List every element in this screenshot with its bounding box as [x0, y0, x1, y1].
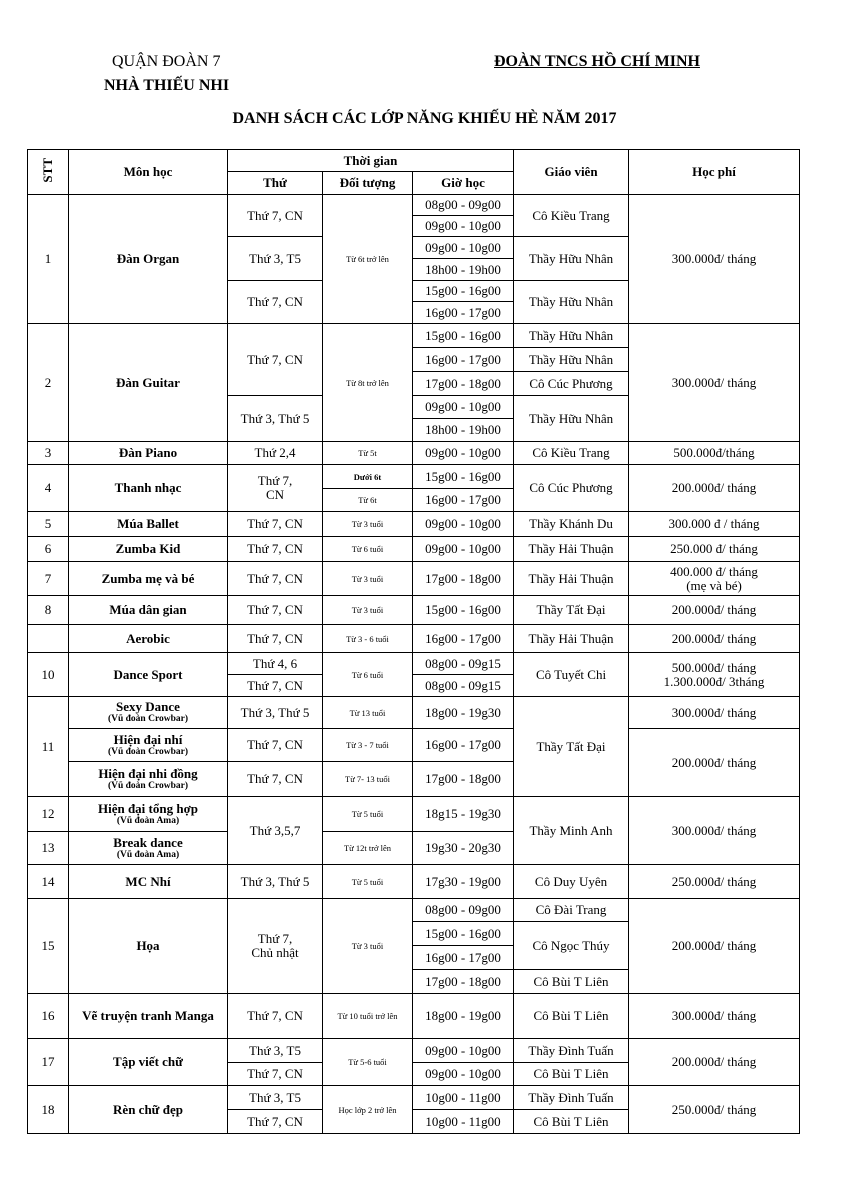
table-row — [28, 562, 800, 596]
subject-cell: Aerobic — [69, 625, 228, 653]
table-row — [28, 1039, 800, 1063]
table-row — [28, 537, 800, 562]
org-union: ĐOÀN TNCS HỒ CHÍ MINH — [494, 53, 700, 70]
table-row — [28, 899, 800, 922]
day-cell: Thứ 3, Thứ 5 — [228, 697, 323, 729]
col-teacher: Giáo viên — [514, 150, 629, 195]
fee-cell: 500.000đ/tháng — [629, 442, 800, 465]
hours-cell: 15g00 - 16g00 — [413, 596, 514, 625]
subject-cell: Rèn chữ đẹp — [69, 1086, 228, 1134]
subject-cell: Tập viết chữ — [69, 1039, 228, 1086]
col-audience: Đối tượng — [323, 172, 413, 195]
teacher-cell: Thầy Hải Thuận — [514, 562, 629, 596]
hours-cell: 17g00 - 18g00 — [413, 562, 514, 596]
table-row — [28, 865, 800, 899]
audience-cell: Từ 13 tuổi — [323, 697, 413, 729]
fee-cell: 300.000đ/ tháng — [629, 994, 800, 1039]
subject-cell: Thanh nhạc — [69, 465, 228, 512]
stt-cell: 8 — [28, 596, 69, 625]
subject-cell: Zumba Kid — [69, 537, 228, 562]
day-cell: Thứ 3,5,7 — [228, 797, 323, 865]
org-name: QUẬN ĐOÀN 7 — [112, 53, 221, 70]
day-cell: Thứ 7, CN — [228, 324, 323, 396]
fee-cell: 300.000đ/ tháng — [629, 797, 800, 865]
audience-cell: Từ 6 tuổi — [323, 537, 413, 562]
teacher-cell: Thầy Hữu Nhân — [514, 281, 629, 324]
fee-cell: 250.000đ/ tháng — [629, 865, 800, 899]
subject-cell: Dance Sport — [69, 653, 228, 697]
org-subname: NHÀ THIẾU NHI — [104, 77, 230, 94]
table-row — [28, 465, 800, 489]
table-row — [28, 512, 800, 537]
teacher-cell: Thầy Đình Tuấn — [514, 1086, 629, 1110]
day-cell: Thứ 7, CN — [228, 281, 323, 324]
stt-cell: 4 — [28, 465, 69, 512]
subject-cell: Đàn Organ — [69, 195, 228, 324]
day-cell: Thứ 3, Thứ 5 — [228, 396, 323, 442]
fee-cell: 200.000đ/ tháng — [629, 596, 800, 625]
stt-cell: 12 — [28, 797, 69, 832]
subject-cell: Break dance (Vũ đoàn Ama) — [69, 832, 228, 865]
subject-cell: Vẽ truyện tranh Manga — [69, 994, 228, 1039]
fee-cell: 300.000đ/ tháng — [629, 697, 800, 729]
stt-cell: 5 — [28, 512, 69, 537]
day-cell: Thứ 7, Chủ nhật — [228, 899, 323, 994]
hours-cell: 16g00 - 17g00 — [413, 348, 514, 372]
table-row — [28, 1086, 800, 1110]
table-row — [28, 324, 800, 348]
hours-cell: 09g00 - 10g00 — [413, 1063, 514, 1086]
table-row — [28, 653, 800, 675]
fee-cell: 250.000đ/ tháng — [629, 1086, 800, 1134]
class-table — [27, 149, 800, 1134]
audience-cell: Từ 5 tuổi — [323, 797, 413, 832]
hours-cell: 09g00 - 10g00 — [413, 1039, 514, 1063]
teacher-cell: Thầy Hữu Nhân — [514, 324, 629, 348]
subject-cell: Hiện đại nhí (Vũ đoàn Crowbar) — [69, 729, 228, 762]
audience-cell: Từ 3 - 6 tuổi — [323, 625, 413, 653]
day-cell: Thứ 3, T5 — [228, 1086, 323, 1110]
subject-cell: Múa Ballet — [69, 512, 228, 537]
col-day: Thứ — [228, 172, 323, 195]
audience-cell: Từ 8t trở lên — [323, 324, 413, 442]
hours-cell: 16g00 - 17g00 — [413, 625, 514, 653]
day-cell: Thứ 7, CN — [228, 537, 323, 562]
audience-cell: Từ 3 tuổi — [323, 899, 413, 994]
subject-cell: Hiện đại tổng hợp (Vũ đoàn Ama) — [69, 797, 228, 832]
fee-cell: 500.000đ/ tháng 1.300.000đ/ 3tháng — [629, 653, 800, 697]
teacher-cell: Thầy Hải Thuận — [514, 625, 629, 653]
day-cell: Thứ 7, CN — [228, 729, 323, 762]
hours-cell: 10g00 - 11g00 — [413, 1110, 514, 1134]
day-cell: Thứ 4, 6 — [228, 653, 323, 675]
day-cell: Thứ 7, CN — [228, 596, 323, 625]
subject-cell: Đàn Guitar — [69, 324, 228, 442]
stt-cell: 3 — [28, 442, 69, 465]
day-cell: Thứ 7, CN — [228, 675, 323, 697]
hours-cell: 17g00 - 18g00 — [413, 762, 514, 797]
subject-cell: MC Nhí — [69, 865, 228, 899]
teacher-cell: Cô Kiều Trang — [514, 442, 629, 465]
teacher-cell: Thầy Hữu Nhân — [514, 237, 629, 281]
audience-cell: Từ 3 tuổi — [323, 562, 413, 596]
day-cell: Thứ 7, CN — [228, 625, 323, 653]
table-row — [28, 797, 800, 832]
teacher-cell: Cô Cúc Phương — [514, 465, 629, 512]
audience-cell: Từ 7- 13 tuổi — [323, 762, 413, 797]
hours-cell: 19g30 - 20g30 — [413, 832, 514, 865]
day-cell: Thứ 3, Thứ 5 — [228, 865, 323, 899]
audience-cell: Từ 6 tuổi — [323, 653, 413, 697]
hours-cell: 17g30 - 19g00 — [413, 865, 514, 899]
table-row — [28, 994, 800, 1039]
day-cell: Thứ 7, CN — [228, 195, 323, 237]
hours-cell: 09g00 - 10g00 — [413, 442, 514, 465]
stt-cell — [28, 625, 69, 653]
hours-cell: 15g00 - 16g00 — [413, 281, 514, 302]
teacher-cell: Cô Bùi T Liên — [514, 1063, 629, 1086]
hours-cell: 08g00 - 09g15 — [413, 653, 514, 675]
audience-cell: Từ 12t trở lên — [323, 832, 413, 865]
audience-cell: Từ 5-6 tuổi — [323, 1039, 413, 1086]
hours-cell: 18g15 - 19g30 — [413, 797, 514, 832]
hours-cell: 09g00 - 10g00 — [413, 216, 514, 237]
audience-cell: Dưới 6t — [323, 465, 413, 489]
stt-cell: 1 — [28, 195, 69, 324]
day-cell: Thứ 3, T5 — [228, 1039, 323, 1063]
audience-cell: Từ 5 tuổi — [323, 865, 413, 899]
day-cell: Thứ 7, CN — [228, 994, 323, 1039]
day-cell: Thứ 7, CN — [228, 465, 323, 512]
stt-cell: 16 — [28, 994, 69, 1039]
teacher-cell: Cô Duy Uyên — [514, 865, 629, 899]
fee-cell: 200.000đ/ tháng — [629, 729, 800, 797]
audience-cell: Từ 5t — [323, 442, 413, 465]
teacher-cell: Thầy Hữu Nhân — [514, 348, 629, 372]
hours-cell: 09g00 - 10g00 — [413, 396, 514, 419]
subject-cell: Sexy Dance (Vũ đoàn Crowbar) — [69, 697, 228, 729]
audience-cell: Từ 10 tuổi trở lên — [323, 994, 413, 1039]
fee-cell: 200.000đ/ tháng — [629, 1039, 800, 1086]
fee-cell: 300.000đ/ tháng — [629, 195, 800, 324]
table-row — [28, 625, 800, 653]
stt-cell: 10 — [28, 653, 69, 697]
fee-cell: 300.000 đ / tháng — [629, 512, 800, 537]
subject-cell: Đàn Piano — [69, 442, 228, 465]
subject-cell: Họa — [69, 899, 228, 994]
fee-cell: 250.000 đ/ tháng — [629, 537, 800, 562]
teacher-cell: Cô Bùi T Liên — [514, 970, 629, 994]
hours-cell: 10g00 - 11g00 — [413, 1086, 514, 1110]
hours-cell: 16g00 - 17g00 — [413, 946, 514, 970]
audience-cell: Từ 6t trở lên — [323, 195, 413, 324]
audience-cell: Từ 6t — [323, 489, 413, 512]
hours-cell: 17g00 - 18g00 — [413, 970, 514, 994]
col-fee: Học phí — [629, 150, 800, 195]
stt-cell: 6 — [28, 537, 69, 562]
day-cell: Thứ 7, CN — [228, 1110, 323, 1134]
teacher-cell: Thầy Khánh Du — [514, 512, 629, 537]
stt-cell: 7 — [28, 562, 69, 596]
hours-cell: 09g00 - 10g00 — [413, 237, 514, 259]
hours-cell: 16g00 - 17g00 — [413, 302, 514, 324]
stt-cell: 18 — [28, 1086, 69, 1134]
col-time: Thời gian — [228, 150, 514, 172]
day-cell: Thứ 7, CN — [228, 512, 323, 537]
table-row — [28, 195, 800, 216]
hours-cell: 17g00 - 18g00 — [413, 372, 514, 396]
hours-cell: 16g00 - 17g00 — [413, 729, 514, 762]
day-cell: Thứ 7, CN — [228, 1063, 323, 1086]
teacher-cell: Cô Đài Trang — [514, 899, 629, 922]
subject-cell: Zumba mẹ và bé — [69, 562, 228, 596]
col-stt: STT — [28, 150, 69, 195]
day-cell: Thứ 3, T5 — [228, 237, 323, 281]
hours-cell: 08g00 - 09g00 — [413, 899, 514, 922]
stt-cell: 15 — [28, 899, 69, 994]
table-row — [28, 442, 800, 465]
stt-cell: 14 — [28, 865, 69, 899]
hours-cell: 08g00 - 09g00 — [413, 195, 514, 216]
day-cell: Thứ 7, CN — [228, 562, 323, 596]
teacher-cell: Cô Kiều Trang — [514, 195, 629, 237]
hours-cell: 15g00 - 16g00 — [413, 922, 514, 946]
teacher-cell: Thầy Hữu Nhân — [514, 396, 629, 442]
fee-cell: 300.000đ/ tháng — [629, 324, 800, 442]
audience-cell: Học lớp 2 trở lên — [323, 1086, 413, 1134]
stt-cell: 2 — [28, 324, 69, 442]
stt-cell: 17 — [28, 1039, 69, 1086]
fee-cell: 200.000đ/ tháng — [629, 899, 800, 994]
teacher-cell: Thầy Hải Thuận — [514, 537, 629, 562]
stt-cell: 11 — [28, 697, 69, 797]
hours-cell: 09g00 - 10g00 — [413, 537, 514, 562]
subject-cell: Múa dân gian — [69, 596, 228, 625]
hours-cell: 08g00 - 09g15 — [413, 675, 514, 697]
page-title: DANH SÁCH CÁC LỚP NĂNG KHIẾU HÈ NĂM 2017 — [232, 110, 617, 127]
hours-cell: 09g00 - 10g00 — [413, 512, 514, 537]
hours-cell: 16g00 - 17g00 — [413, 489, 514, 512]
col-hours: Giờ học — [413, 172, 514, 195]
day-cell: Thứ 2,4 — [228, 442, 323, 465]
hours-cell: 18g00 - 19g00 — [413, 994, 514, 1039]
hours-cell: 15g00 - 16g00 — [413, 324, 514, 348]
teacher-cell: Thầy Tất Đại — [514, 596, 629, 625]
audience-cell: Từ 3 tuổi — [323, 596, 413, 625]
table-row — [28, 697, 800, 729]
audience-cell: Từ 3 - 7 tuổi — [323, 729, 413, 762]
col-subject: Môn học — [69, 150, 228, 195]
hours-cell: 18h00 - 19h00 — [413, 259, 514, 281]
teacher-cell: Cô Tuyết Chi — [514, 653, 629, 697]
fee-cell: 400.000 đ/ tháng (mẹ và bé) — [629, 562, 800, 596]
teacher-cell: Thầy Minh Anh — [514, 797, 629, 865]
teacher-cell: Cô Bùi T Liên — [514, 1110, 629, 1134]
teacher-cell: Thầy Tất Đại — [514, 697, 629, 797]
teacher-cell: Thầy Đình Tuấn — [514, 1039, 629, 1063]
teacher-cell: Cô Ngọc Thúy — [514, 922, 629, 970]
hours-cell: 15g00 - 16g00 — [413, 465, 514, 489]
hours-cell: 18g00 - 19g30 — [413, 697, 514, 729]
teacher-cell: Cô Bùi T Liên — [514, 994, 629, 1039]
fee-cell: 200.000đ/ tháng — [629, 625, 800, 653]
table-row — [28, 596, 800, 625]
hours-cell: 18h00 - 19h00 — [413, 419, 514, 442]
stt-cell: 13 — [28, 832, 69, 865]
fee-cell: 200.000đ/ tháng — [629, 465, 800, 512]
teacher-cell: Cô Cúc Phương — [514, 372, 629, 396]
day-cell: Thứ 7, CN — [228, 762, 323, 797]
subject-cell: Hiện đại nhi đồng (Vũ đoàn Crowbar) — [69, 762, 228, 797]
audience-cell: Từ 3 tuổi — [323, 512, 413, 537]
